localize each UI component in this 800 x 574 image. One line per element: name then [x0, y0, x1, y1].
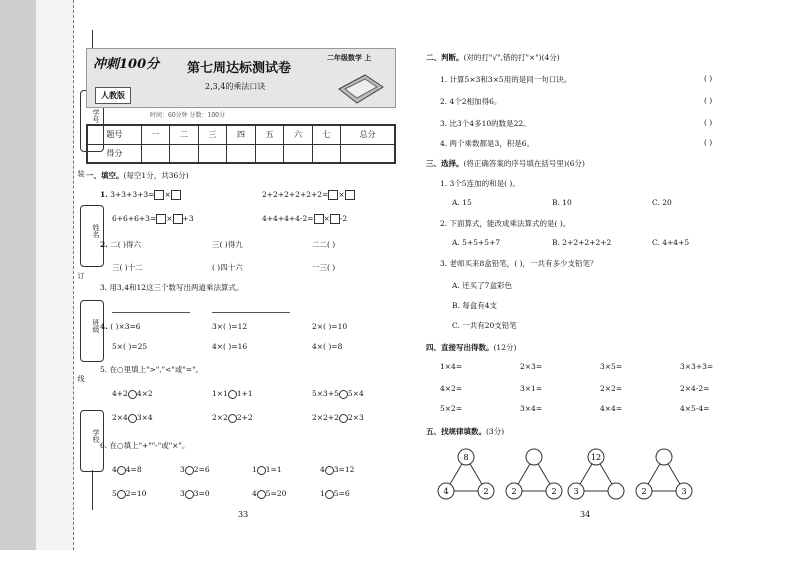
judge-paren[interactable]: ( ) — [704, 96, 713, 105]
section-note: (对的打"√",错的打"×")(4分) — [463, 53, 560, 62]
score-cell[interactable] — [255, 144, 283, 163]
answer-box[interactable] — [328, 190, 338, 200]
operator-circle[interactable] — [325, 490, 334, 499]
operator-item — [252, 489, 286, 499]
score-table — [86, 124, 396, 164]
operand: 4 — [320, 465, 325, 474]
operand: 1 — [320, 489, 325, 498]
operand-result: 5=6 — [333, 489, 350, 498]
score-cell[interactable] — [341, 144, 395, 163]
binding-char: 装 — [77, 170, 85, 177]
expr-right: 1+1 — [236, 389, 253, 398]
choice-question: 2. 下面算式，能改成乘法算式的是( )。 — [440, 219, 571, 228]
section-note: (12分) — [493, 343, 517, 352]
table-header-cell: 总分 — [341, 126, 395, 145]
operator-circle[interactable] — [257, 490, 266, 499]
triangle-puzzle — [566, 446, 626, 502]
operator-item — [320, 489, 350, 499]
judge-paren[interactable]: ( ) — [704, 138, 713, 147]
q4-d[interactable]: 5×( )=25 — [112, 342, 148, 351]
operator-item — [112, 465, 142, 475]
triangle-puzzle — [436, 446, 496, 502]
judge-item: 3. 比3个4多10的数是22。 — [440, 119, 531, 128]
compare-circle[interactable] — [339, 414, 348, 423]
expr-left: 5×3+5 — [312, 389, 339, 398]
compare-circle[interactable] — [339, 390, 348, 399]
q4-a — [100, 322, 141, 331]
table-row[interactable] — [88, 144, 395, 163]
compare-item — [112, 413, 153, 423]
operand: 1 — [252, 465, 257, 474]
operand-result: 2=10 — [125, 489, 147, 498]
q2-d[interactable]: 三( )十二 — [112, 263, 143, 272]
name-field[interactable] — [80, 205, 104, 267]
q2-a — [100, 239, 141, 250]
q2-f[interactable]: 一三( ) — [312, 263, 336, 272]
number-circle-top[interactable] — [526, 449, 542, 465]
expr-left: 4+2 — [112, 389, 128, 398]
circle-number-right: 2 — [483, 487, 489, 496]
q2-e[interactable]: ( )四十六 — [212, 263, 243, 272]
grade-label: 二年级数学 上 — [327, 53, 372, 62]
operator-item — [320, 465, 354, 475]
operand-result: 4=8 — [125, 465, 142, 474]
compare-circle[interactable] — [128, 390, 137, 399]
exam-header — [86, 48, 396, 108]
equation-text: 3+3+3+3= — [110, 190, 155, 199]
table-header-cell: 题号 — [88, 126, 142, 145]
equation-text: 2+2+2+2+2+2= — [262, 190, 329, 199]
circle-number-left: 2 — [511, 487, 517, 496]
circle-number-top: 12 — [590, 453, 602, 462]
calc-item[interactable]: 4×2= — [440, 384, 463, 393]
judge-paren[interactable]: ( ) — [704, 74, 713, 83]
choice-question: 1. 3个5连加的和是( )。 — [440, 179, 520, 188]
operator-item — [252, 465, 282, 475]
page-number-left: 33 — [238, 510, 249, 519]
section-note: (3分) — [486, 427, 505, 436]
operator-item — [180, 489, 210, 499]
answer-box[interactable] — [173, 214, 183, 224]
expr-right: 2+2 — [236, 413, 253, 422]
expr-right: 4×2 — [136, 389, 153, 398]
score-cell[interactable] — [141, 144, 169, 163]
expr-left: 2×4 — [112, 413, 128, 422]
calc-item[interactable]: 4×5-4= — [680, 404, 710, 413]
choice-option[interactable]: B. 2+2+2+2+2 — [552, 238, 612, 247]
choice-option[interactable]: B. 10 — [552, 198, 572, 207]
table-header-cell: 三 — [198, 126, 226, 145]
q4-c[interactable]: 2×( )=10 — [312, 322, 348, 331]
circle-number-left: 4 — [443, 487, 449, 496]
operand-result: 5=20 — [265, 489, 287, 498]
choice-option[interactable]: A. 5+5+5+7 — [452, 238, 501, 247]
compare-item — [312, 413, 364, 423]
equation-blank[interactable]: ( )×3=6 — [110, 322, 141, 331]
score-cell[interactable] — [284, 144, 312, 163]
compare-circle[interactable] — [128, 414, 137, 423]
judge-item: 4. 两个乘数都是3，积是6。 — [440, 139, 535, 148]
table-header-cell: 七 — [312, 126, 340, 145]
choice-option[interactable]: C. 4+4+5 — [652, 238, 690, 247]
binding-margin — [36, 0, 100, 550]
expr-right: 2×3 — [347, 413, 364, 422]
operand-result: 2=6 — [193, 465, 210, 474]
calc-item[interactable]: 2×3= — [520, 362, 543, 371]
triangle-puzzle — [634, 446, 694, 502]
table-header-cell: 一 — [141, 126, 169, 145]
tablet-illustration-icon — [335, 67, 385, 105]
section-title-text: 一、填空。 — [86, 171, 124, 180]
operator-item — [180, 465, 210, 475]
edition-badge: 人教版 — [95, 87, 131, 104]
score-cell[interactable] — [227, 144, 255, 163]
equation-tail: +3 — [182, 214, 194, 223]
number-circle-top[interactable] — [656, 449, 672, 465]
operand: 4 — [252, 489, 257, 498]
section-title-text: 二、判断。 — [426, 53, 464, 62]
section-note: (将正确答案的序号填在括号里)(6分) — [463, 159, 585, 168]
expr-right: 3×4 — [136, 413, 153, 422]
q4-e[interactable]: 4×( )=16 — [212, 342, 248, 351]
operator-item — [112, 489, 146, 499]
section-title-text: 三、选择。 — [426, 159, 464, 168]
choice-option[interactable]: B. 每盒有4支 — [452, 301, 498, 310]
operator-circle[interactable] — [117, 490, 126, 499]
question-number: 4. — [100, 322, 108, 331]
operator-circle[interactable] — [257, 466, 266, 475]
expr-left: 1×1 — [212, 389, 228, 398]
judge-item: 1. 计算5×3和3×5用的是同一句口诀。 — [440, 75, 572, 84]
operator-circle[interactable] — [185, 490, 194, 499]
exam-info: 时间：60分钟 分数：100分 — [150, 112, 225, 119]
judge-item: 2. 4个2相加得6。 — [440, 97, 502, 106]
compare-item — [212, 389, 253, 399]
class-label: 班级 — [92, 319, 100, 333]
operand-result: 3=0 — [193, 489, 210, 498]
choice-option[interactable]: A. 还买了7盒彩色 — [452, 281, 512, 290]
rhyme-blank[interactable]: 二( )得六 — [110, 240, 141, 249]
binding-char: 线 — [77, 375, 85, 382]
answer-box[interactable] — [314, 214, 324, 224]
equation-text: 6+6+6+3= — [112, 214, 157, 223]
q2-b[interactable]: 三( )得九 — [212, 240, 243, 249]
circle-number-left: 2 — [641, 487, 647, 496]
choice-option[interactable]: A. 15 — [452, 198, 472, 207]
student-id-label: 学号 — [92, 109, 100, 123]
score-cell[interactable] — [198, 144, 226, 163]
triangle-puzzle — [504, 446, 564, 502]
calc-item[interactable]: 2×2= — [600, 384, 623, 393]
calc-item[interactable]: 5×2= — [440, 404, 463, 413]
name-label: 姓名 — [92, 224, 100, 238]
exam-title: 第七周达标测试卷 — [187, 61, 292, 76]
operator-circle[interactable] — [325, 466, 334, 475]
section-title-text: 五、找规律填数。 — [426, 427, 486, 436]
section-4-title — [426, 342, 516, 353]
binding-char: 订 — [77, 272, 85, 279]
choice-question: 3. 老师买来8盒铅笔，( )，一共有多少支铅笔？ — [440, 259, 598, 268]
binder-line — [92, 470, 93, 510]
gray-margin-strip — [0, 0, 36, 550]
calc-item[interactable]: 3×5= — [600, 362, 623, 371]
q4-f[interactable]: 4×( )=8 — [312, 342, 343, 351]
circle-number-left: 3 — [573, 487, 579, 496]
score-cell[interactable] — [312, 144, 340, 163]
compare-circle[interactable] — [228, 390, 237, 399]
q5-text: 5. 在○里填上">","<"或"="。 — [100, 365, 204, 374]
compare-circle[interactable] — [228, 414, 237, 423]
expr-right: 5×4 — [347, 389, 364, 398]
q1-b: 2+2+2+2+2+2= × — [262, 190, 355, 200]
calc-item[interactable]: 2×4-2= — [680, 384, 710, 393]
q1-a: 1. 3+3+3+3= × — [100, 190, 181, 200]
calc-item[interactable]: 3×1= — [520, 384, 543, 393]
answer-box[interactable] — [345, 190, 355, 200]
school-label: 学校 — [92, 429, 100, 443]
expr-left: 2×2 — [212, 413, 228, 422]
operand-result: 1=1 — [265, 465, 282, 474]
compare-item — [112, 389, 153, 399]
table-row-label: 得分 — [88, 144, 142, 163]
question-number: 1. — [100, 190, 108, 199]
q3-text: 3. 用3,4和12这三个数写出两道乘法算式。 — [100, 283, 244, 292]
circle-number-right: 2 — [551, 487, 557, 496]
section-title-text: 四、直接写出得数。 — [426, 343, 494, 352]
section-2-title — [426, 52, 560, 63]
table-header-cell: 五 — [255, 126, 283, 145]
table-header-cell: 二 — [170, 126, 198, 145]
choice-option[interactable]: C. 20 — [652, 198, 672, 207]
operand: 3 — [180, 489, 185, 498]
operator-circle[interactable] — [185, 466, 194, 475]
calc-item[interactable]: 4×4= — [600, 404, 623, 413]
question-number: 2. — [100, 240, 108, 249]
q6-text: 6. 在○填上"+""-"或"×"。 — [100, 441, 190, 450]
equation-text: 4+4+4+4-2= — [262, 214, 314, 223]
section-note: (每空1分，共36分) — [123, 171, 189, 180]
judge-paren[interactable]: ( ) — [704, 118, 713, 127]
answer-line[interactable] — [112, 312, 190, 313]
answer-box[interactable] — [171, 190, 181, 200]
section-5-title — [426, 426, 504, 437]
answer-box[interactable] — [156, 214, 166, 224]
circle-number-right: 3 — [681, 487, 687, 496]
operand: 4 — [112, 465, 117, 474]
calc-item[interactable]: 1×4= — [440, 362, 463, 371]
calc-item[interactable]: 3×4= — [520, 404, 543, 413]
section-3-title — [426, 158, 585, 169]
q4-b[interactable]: 3×( )=12 — [212, 322, 248, 331]
class-field[interactable] — [80, 300, 104, 362]
operator-circle[interactable] — [117, 466, 126, 475]
page-number-right: 34 — [580, 510, 591, 519]
score-cell[interactable] — [170, 144, 198, 163]
q2-c[interactable]: 二二( ) — [312, 240, 336, 249]
table-header-cell: 四 — [227, 126, 255, 145]
exam-subtitle: 2,3,4的乘法口诀 — [205, 82, 266, 91]
operand: 3 — [180, 465, 185, 474]
q1-d: 4+4+4+4-2= × -2 — [262, 214, 348, 223]
answer-line[interactable] — [212, 312, 290, 313]
equation-tail: -2 — [339, 214, 348, 223]
answer-box[interactable] — [330, 214, 340, 224]
operand: 5 — [112, 489, 117, 498]
table-row — [88, 126, 395, 145]
brand-logo: 冲刺100分 — [93, 57, 160, 72]
table-header-cell: 六 — [284, 126, 312, 145]
choice-option[interactable]: C. 一共有20支铅笔 — [452, 321, 517, 330]
calc-item[interactable]: 3×3+3= — [680, 362, 714, 371]
section-1-title — [86, 170, 189, 181]
circle-number-top: 8 — [463, 453, 469, 462]
compare-item — [212, 413, 253, 423]
number-circle-right[interactable] — [608, 483, 624, 499]
expr-left: 2×2+2 — [312, 413, 339, 422]
operand-result: 3=12 — [333, 465, 355, 474]
answer-box[interactable] — [154, 190, 164, 200]
q1-c: 6+6+6+3= × +3 — [112, 214, 194, 223]
compare-item — [312, 389, 364, 399]
